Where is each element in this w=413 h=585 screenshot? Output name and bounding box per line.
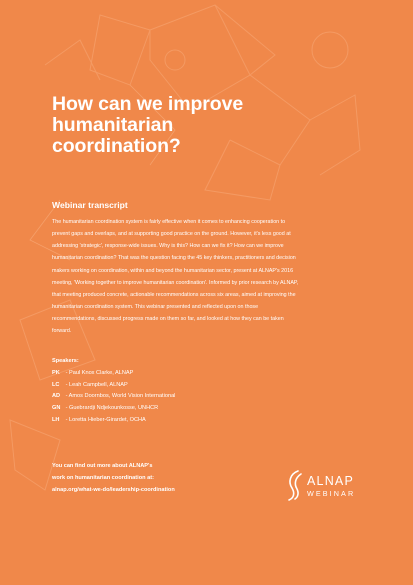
paragraph-line: meeting, 'Working together to improve humanitarian coordination'. Informed by prior research by ALNAP, (52, 279, 299, 286)
speaker-name: - Guebrardji Ndjekounkosse, UNHCR (65, 405, 159, 412)
paragraph-line: humanitarian coordination? That was the question facing the 45 key thinkers, practitioners and decision (52, 255, 296, 262)
paragraph-line: humanitarian coordination system. This webinar presented and reflected upon on those (52, 304, 259, 311)
speaker-code: GN (52, 405, 61, 412)
title-line-3: coordination? (52, 135, 181, 157)
paragraph-line: makers working on coordination, within and beyond the humanitarian sector, present at ALNAP's 2016 (52, 267, 294, 274)
logo-subtitle: WEBINAR (307, 489, 356, 498)
speaker-code: LC (52, 381, 60, 388)
speaker-item (52, 391, 352, 403)
logo-name: ALNAP (307, 474, 354, 488)
intro-paragraph (52, 216, 382, 338)
speaker-name: - Loretta Hieber-Girardet, OCHA (65, 416, 146, 423)
footer-line-2: work on humanitarian coordination at: (52, 474, 154, 481)
more-info-footer (52, 461, 272, 496)
speaker-code: PK (52, 369, 60, 376)
title-line-1: How can we improve (52, 93, 244, 115)
speakers-list (52, 356, 352, 427)
page-title (52, 94, 352, 157)
paragraph-line: recommendations, discussed progress made on them so far, and looked at how they can be taken (52, 316, 284, 323)
speaker-item (52, 380, 352, 392)
speakers-heading: Speakers: (52, 358, 79, 364)
speaker-item (52, 403, 352, 415)
alnap-webinar-logo (284, 468, 359, 508)
paragraph-line: forward. (52, 328, 72, 335)
paragraph-line: that meeting produced concrete, actionable recommendations across six areas, aimed at improving the (52, 291, 296, 298)
alnap-swirl-icon (284, 468, 306, 502)
title-line-2: humanitarian (52, 114, 174, 136)
speaker-code: LH (52, 416, 60, 423)
speaker-name: - Amos Doornbos, World Vision International (65, 393, 176, 400)
speaker-name: - Paul Knox Clarke, ALNAP (65, 369, 134, 376)
footer-line-1: You can find out more about ALNAP's (52, 463, 153, 469)
paragraph-line: The humanitarian coordination system is fairly effective when it comes to enhancing cooperation to (52, 219, 286, 225)
speaker-item (52, 368, 352, 380)
speaker-name: - Leah Campbell, ALNAP (65, 381, 128, 388)
paragraph-line: prevent gaps and overlaps, and at supporting good practice on the ground. However, it's less good at (52, 231, 291, 238)
paragraph-line: addressing 'strategic', response-wide issues. Why is this? How can we fix it? How can we improve (52, 243, 284, 250)
speaker-item (52, 415, 352, 427)
speaker-code: AD (52, 393, 61, 400)
footer-link[interactable]: alnap.org/what-we-do/leadership-coordination (52, 486, 175, 493)
section-heading: Webinar transcript (52, 200, 128, 210)
